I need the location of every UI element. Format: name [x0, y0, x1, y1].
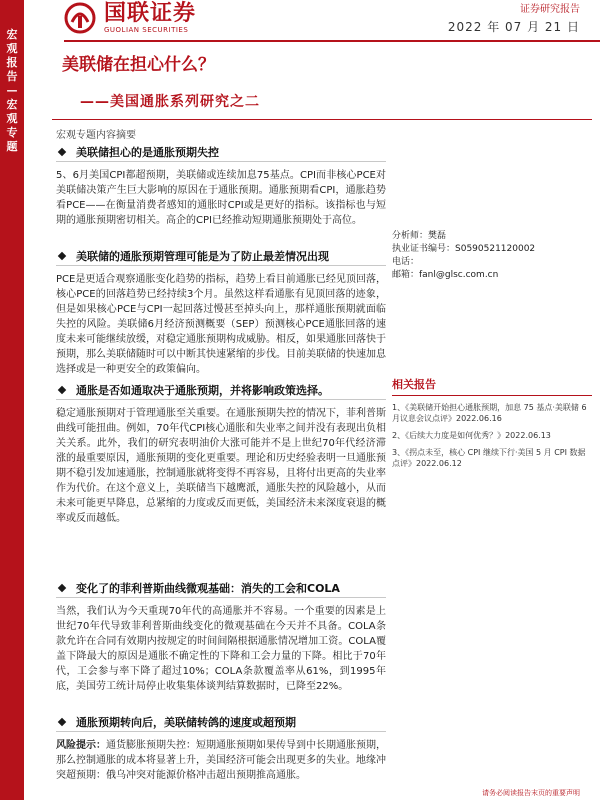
section-policy-choice	[56, 380, 386, 526]
side-column	[392, 230, 592, 469]
report-type: 证券研究报告	[520, 4, 580, 15]
analyst-phone: 电话：	[392, 257, 420, 267]
analyst-cert: 执业证书编号：S0590521120002	[392, 244, 536, 254]
section-heading	[56, 246, 386, 266]
related-report-item[interactable]: 1、《美联储开始担心通胀预期，加息 75 基点·美联储 6 月议息会议点评》2022.06.16	[392, 403, 587, 423]
page-subtitle: ——美国通胀系列研究之二	[80, 94, 260, 110]
diamond-bullet-icon	[56, 384, 68, 396]
section-paragraph: 稳定通胀预期对于管理通胀至关重要。在通胀预期失控的情况下，菲利普斯曲线可能扭曲。例如，70年代CPI核心通胀和失业率之间并没有表现出负相关关系。此外，我们的研究表明油价大涨可能并不是上世纪70年代经济滞涨的最重要原因，通胀预期的变化更重要。理论和历史经验表明一旦通胀预期不稳引发加速通胀，控制通胀就将变得不再容易，且将付出更高的失业率作为代价。在这个意义上，美联储当下越鹰派，通胀失控的风险越小，从而未来可能更早降息，总紧缩的力度或反而更低，美国经济未来深度衰退的概率或反而越低。	[56, 408, 386, 524]
sidebar-category: 宏观报告—宏观专题	[6, 28, 18, 153]
section-inflation-expectation	[56, 142, 386, 228]
report-date: 2022 年 07 月 21 日	[447, 20, 580, 34]
diamond-bullet-icon	[56, 716, 68, 728]
section-heading	[56, 712, 386, 732]
logo-name-en: GUOLIAN SECURITIES	[104, 25, 189, 34]
section-paragraph: 5、6月美国CPI都超预期，美联储或连续加息75基点。CPI而非核心PCE对美联储决策产生巨大影响的原因在于通胀预期。通胀预期看CPI，通胀趋势看PCE——在衡量消费者感知的通胀时CPI或是更好的指标。该指标也与短期的通胀预期密切相关。高企的CPI已经推动短期通胀预期处于高位。	[56, 170, 386, 226]
page-header	[24, 0, 600, 46]
side-bar	[0, 0, 24, 800]
brand-logo	[64, 0, 196, 36]
title-divider	[52, 119, 592, 120]
risk-label: 风险提示：	[56, 740, 106, 751]
section-title: 通胀是否如通取决于通胀预期，并将影响政策选择。	[76, 383, 329, 397]
related-report-item[interactable]: 3、《拐点未至，核心 CPI 继续下行·美国 5 月 CPI 数据点评》2022.06.12	[392, 448, 586, 468]
risk-paragraph	[56, 738, 386, 783]
section-heading	[56, 380, 386, 400]
diamond-bullet-icon	[56, 250, 68, 262]
section-title: 美联储担心的是通胀预期失控	[76, 145, 219, 159]
header-divider	[64, 40, 600, 42]
logo-icon	[64, 2, 96, 34]
section-heading	[56, 578, 386, 598]
section-title: 变化了的菲利普斯曲线微观基础：消失的工会和COLA	[76, 581, 340, 595]
section-heading	[56, 142, 386, 162]
diamond-bullet-icon	[56, 582, 68, 594]
section-paragraph: PCE是更适合观察通胀变化趋势的指标，趋势上看目前通胀已经见顶回落，核心PCE的回落趋势已经持续3个月。虽然这样看通胀有见顶回落的迹象，但是如果核心PCE与CPI一起回落过慢甚至掉头向上，那样通胀预期就面临失控的风险。美联储6月经济预测概要（SEP）预测核心PCE通胀回落的速度未来可能继续放缓，对稳定通胀预期构成威胁。相反，如果通胀回落快于预期，那么美联储随时可以中断其快速紧缩的步伐。目前美联储的快速加息选择或是一种更安全的政策偏向。	[56, 274, 386, 375]
logo-name-cn: 国联证券	[104, 0, 197, 26]
analyst-email[interactable]: 邮箱：fanl@glsc.com.cn	[392, 270, 499, 280]
section-title: 美联储的通胀预期管理可能是为了防止最差情况出现	[76, 249, 329, 263]
section-expectation-management	[56, 246, 386, 377]
footer-disclaimer: 请务必阅读报告末页的重要声明	[482, 789, 580, 797]
risk-text: 通货膨胀预期失控：短期通胀预期如果传导到中长期通胀预期，那么控制通胀的成本将显著上升，美国经济可能会出现更多的失业。地缘冲突超预期：俄乌冲突对能源价格冲击超出预期推高通胀。	[56, 740, 386, 781]
page-title: 美联储在担心什么？	[62, 55, 215, 75]
digest-label: 宏观专题内容摘要	[56, 130, 136, 141]
analyst-info	[392, 230, 592, 282]
section-paragraph: 当然，我们认为今天重现70年代的高通胀并不容易。一个重要的因素是上世纪70年代导致菲利普斯曲线变化的微观基础在今天并不具备。COLA条款允许在合同有效期内按规定的时间间隔根据通胀情况增加工资。COLA覆盖下降最大的原因是通胀不确定性的下降和工会力量的下降。相比于70年代，工会参与率下降了超过10%；COLA条款覆盖率从61%，到1995年底，美国劳工统计局停止收集集体谈判结算数据时，已降至22%。	[56, 606, 386, 692]
section-phillips-curve	[56, 578, 386, 694]
analyst-name: 分析师：樊磊	[392, 231, 447, 241]
section-fed-pivot	[56, 712, 386, 783]
section-title: 通胀预期转向后，美联储转鸽的速度或超预期	[76, 715, 296, 729]
related-reports-title: 相关报告	[392, 376, 592, 396]
related-report-item[interactable]: 2、《后续大力度是如何优秀？》2022.06.13	[392, 431, 551, 440]
diamond-bullet-icon	[56, 146, 68, 158]
